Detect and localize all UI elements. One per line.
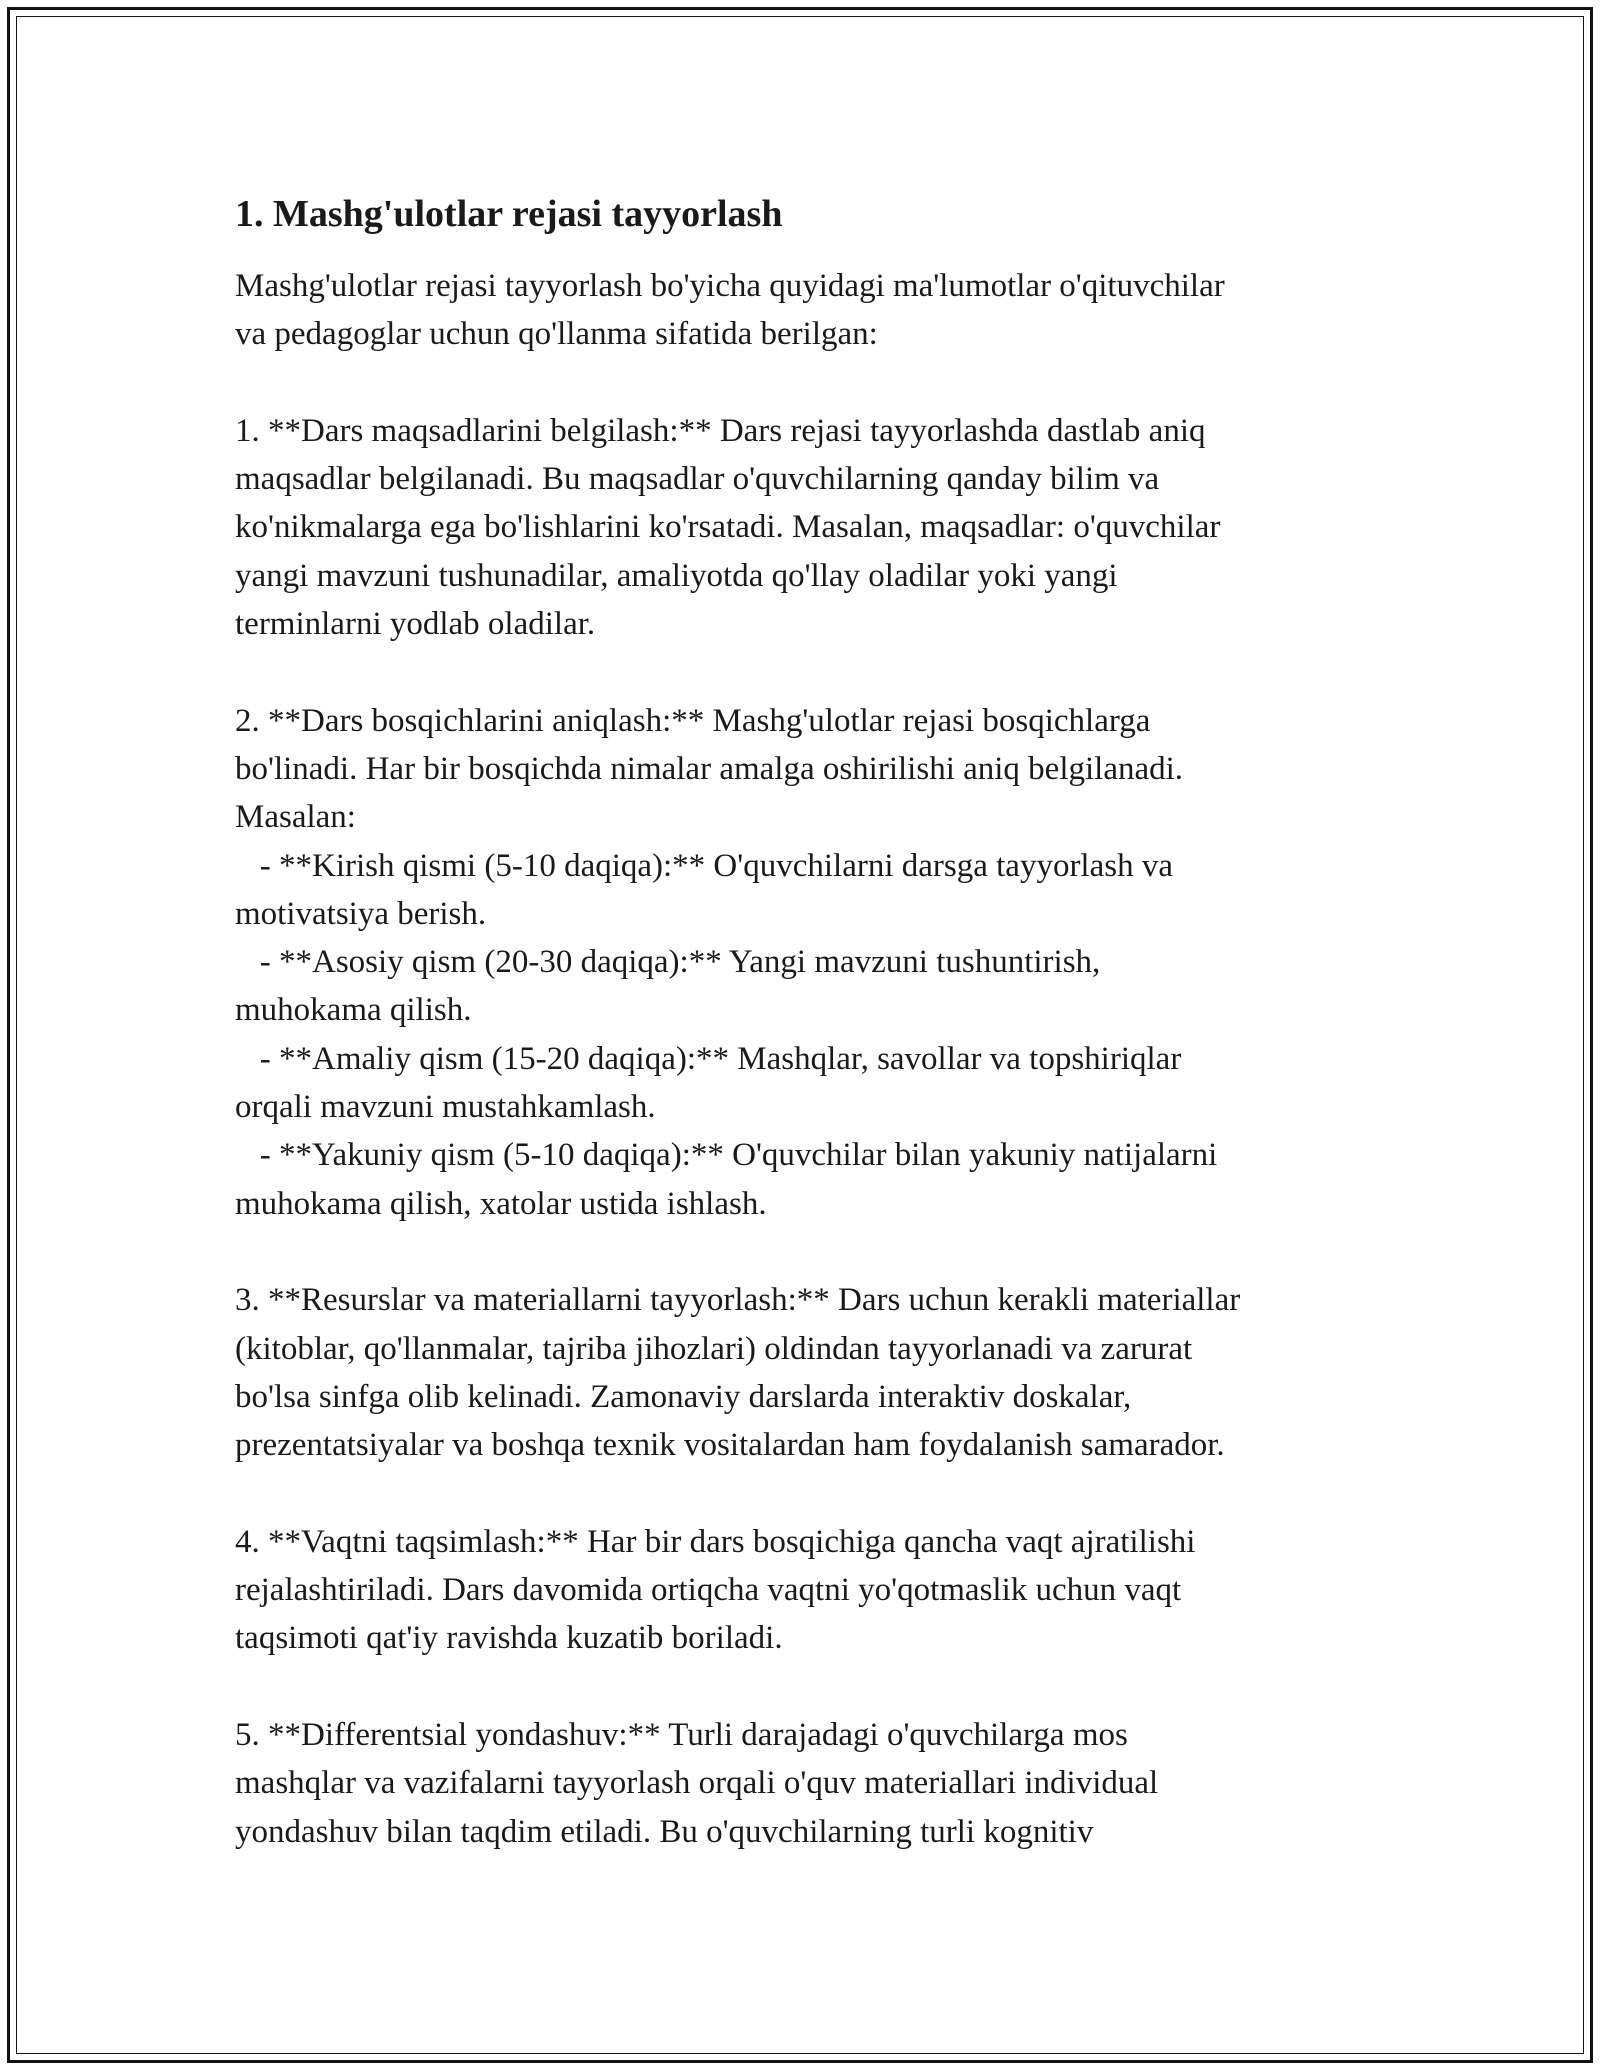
section-4-paragraph <box>235 1518 1375 1663</box>
section-1-paragraph <box>235 407 1375 648</box>
list-item-line: - **Asosiy qism (20-30 daqiqa):** Yangi mavzuni tushuntirish, <box>235 944 1101 981</box>
paragraph-gap <box>235 648 1375 696</box>
text-line: (kitoblar, qo'llanmalar, tajriba jihozlari) oldindan tayyorlanadi va zarurat <box>235 1330 1193 1367</box>
text-line: va pedagoglar uchun qo'llanma sifatida berilgan: <box>235 316 878 353</box>
document-page <box>235 190 1375 1856</box>
text-line: muhokama qilish. <box>235 992 472 1029</box>
text-line: yangi mavzuni tushunadilar, amaliyotda qo'llay oladilar yoki yangi <box>235 557 1118 594</box>
document-title: 1. Mashg'ulotlar rejasi tayyorlash <box>235 193 783 235</box>
text-line: bo'lsa sinfga olib kelinadi. Zamonaviy darslarda interaktiv doskalar, <box>235 1378 1132 1415</box>
text-line: rejalashtiriladi. Dars davomida ortiqcha vaqtni yo'qotmaslik uchun vaqt <box>235 1572 1182 1609</box>
paragraph-gap <box>235 1663 1375 1711</box>
section-2-paragraph <box>235 697 1375 1228</box>
list-item-line: - **Yakuniy qism (5-10 daqiqa):** O'quvchilar bilan yakuniy natijalarni <box>235 1137 1218 1174</box>
list-item-line: - **Amaliy qism (15-20 daqiqa):** Mashqlar, savollar va topshiriqlar <box>235 1040 1182 1077</box>
paragraph-gap <box>235 359 1375 407</box>
text-line: 2. **Dars bosqichlarini aniqlash:** Mashg'ulotlar rejasi bosqichlarga <box>235 702 1151 739</box>
text-line: bo'linadi. Har bir bosqichda nimalar amalga oshirilishi aniq belgilanadi. <box>235 750 1184 787</box>
text-line: maqsadlar belgilanadi. Bu maqsadlar o'quvchilarning qanday bilim va <box>235 461 1160 498</box>
section-3-paragraph <box>235 1276 1375 1469</box>
document-body <box>235 262 1375 1856</box>
paragraph-gap <box>235 1469 1375 1517</box>
text-line: mashqlar va vazifalarni tayyorlash orqali o'quv materiallari individual <box>235 1765 1159 1802</box>
section-5-paragraph <box>235 1711 1375 1856</box>
paragraph-gap <box>235 1228 1375 1276</box>
text-line: 5. **Differentsial yondashuv:** Turli darajadagi o'quvchilarga mos <box>235 1716 1128 1753</box>
text-line: prezentatsiyalar va boshqa texnik vositalardan ham foydalanish samarador. <box>235 1427 1225 1464</box>
text-line: ko'nikmalarga ega bo'lishlarini ko'rsatadi. Masalan, maqsadlar: o'quvchilar <box>235 509 1221 546</box>
text-line: terminlarni yodlab oladilar. <box>235 606 596 643</box>
text-line: 1. **Dars maqsadlarini belgilash:** Dars rejasi tayyorlashda dastlab aniq <box>235 412 1206 449</box>
text-line: yondashuv bilan taqdim etiladi. Bu o'quvchilarning turli kognitiv <box>235 1813 1094 1850</box>
text-line: Masalan: <box>235 799 356 836</box>
text-line: muhokama qilish, xatolar ustida ishlash. <box>235 1185 767 1222</box>
list-item-line: - **Kirish qismi (5-10 daqiqa):** O'quvchilarni darsga tayyorlash va <box>235 847 1173 884</box>
text-line: taqsimoti qat'iy ravishda kuzatib boriladi. <box>235 1620 783 1657</box>
text-line: 4. **Vaqtni taqsimlash:** Har bir dars bosqichiga qancha vaqt ajratilishi <box>235 1523 1196 1560</box>
text-line: motivatsiya berish. <box>235 895 487 932</box>
text-line: Mashg'ulotlar rejasi tayyorlash bo'yicha quyidagi ma'lumotlar o'qituvchilar <box>235 268 1225 304</box>
intro-paragraph <box>235 262 1375 359</box>
text-line: orqali mavzuni mustahkamlash. <box>235 1089 656 1126</box>
text-line: 3. **Resurslar va materiallarni tayyorlash:** Dars uchun kerakli materiallar <box>235 1282 1241 1319</box>
